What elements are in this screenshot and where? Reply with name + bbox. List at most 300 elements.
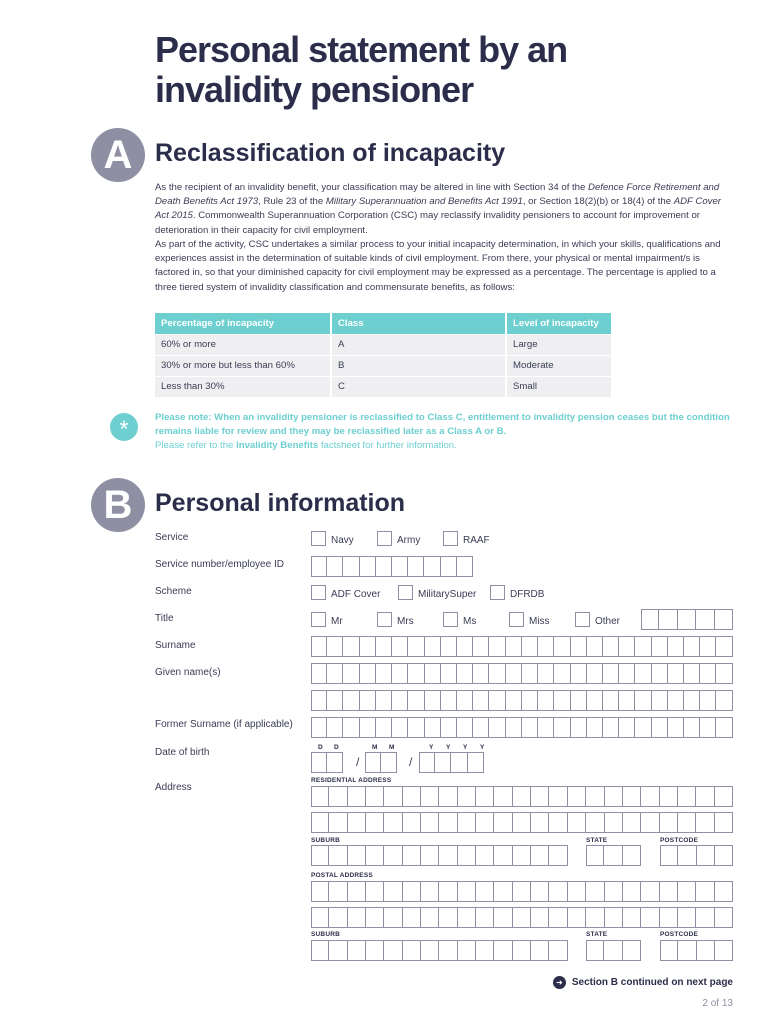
character-box[interactable] xyxy=(715,845,733,866)
title-other-input[interactable] xyxy=(641,609,733,630)
character-box[interactable] xyxy=(678,812,696,833)
character-box[interactable] xyxy=(549,786,567,807)
character-box[interactable] xyxy=(458,881,476,902)
character-box[interactable] xyxy=(603,690,619,711)
character-box[interactable] xyxy=(476,786,494,807)
character-box[interactable] xyxy=(329,786,347,807)
character-box[interactable] xyxy=(678,881,696,902)
character-box[interactable] xyxy=(652,717,668,738)
character-box[interactable] xyxy=(441,717,457,738)
character-box[interactable] xyxy=(641,609,659,630)
postal-address-input-1[interactable] xyxy=(311,881,733,902)
character-box[interactable] xyxy=(623,812,641,833)
character-box[interactable] xyxy=(311,663,327,684)
character-box[interactable] xyxy=(660,812,678,833)
character-box[interactable] xyxy=(700,663,716,684)
title-checkbox-1[interactable] xyxy=(377,612,392,627)
character-box[interactable] xyxy=(697,940,715,961)
postal-suburb-input[interactable] xyxy=(311,940,568,961)
character-box[interactable] xyxy=(716,717,732,738)
character-box[interactable] xyxy=(408,556,424,577)
character-box[interactable] xyxy=(476,940,494,961)
scheme-checkbox-2[interactable] xyxy=(490,585,505,600)
character-box[interactable] xyxy=(603,717,619,738)
character-box[interactable] xyxy=(586,786,604,807)
character-box[interactable] xyxy=(360,690,376,711)
character-box[interactable] xyxy=(660,881,678,902)
character-box[interactable] xyxy=(421,812,439,833)
character-box[interactable] xyxy=(587,690,603,711)
character-box[interactable] xyxy=(513,812,531,833)
character-box[interactable] xyxy=(457,663,473,684)
character-box[interactable] xyxy=(435,752,451,773)
postal-address-input-2[interactable] xyxy=(311,907,733,928)
residential-state-input[interactable] xyxy=(586,845,641,866)
given-names-input-1[interactable] xyxy=(311,663,733,684)
table-row xyxy=(155,334,612,355)
address-label: Address xyxy=(155,782,192,793)
character-box[interactable] xyxy=(473,636,489,657)
character-box[interactable] xyxy=(571,636,587,657)
character-box[interactable] xyxy=(494,881,512,902)
character-box[interactable] xyxy=(678,786,696,807)
character-box[interactable] xyxy=(513,845,531,866)
character-box[interactable] xyxy=(311,690,327,711)
character-box[interactable] xyxy=(635,663,651,684)
character-box[interactable] xyxy=(605,812,623,833)
character-box[interactable] xyxy=(494,940,512,961)
character-box[interactable] xyxy=(700,717,716,738)
character-box[interactable] xyxy=(441,690,457,711)
scheme-checkbox-1[interactable] xyxy=(398,585,413,600)
character-box[interactable] xyxy=(458,845,476,866)
character-box[interactable] xyxy=(635,717,651,738)
service-number-input[interactable] xyxy=(311,556,473,577)
character-box[interactable] xyxy=(494,786,512,807)
service-checkbox-0[interactable] xyxy=(311,531,326,546)
character-box[interactable] xyxy=(425,717,441,738)
character-box[interactable] xyxy=(603,663,619,684)
character-box[interactable] xyxy=(366,812,384,833)
character-box[interactable] xyxy=(522,663,538,684)
character-box[interactable] xyxy=(476,881,494,902)
character-box[interactable] xyxy=(531,786,549,807)
character-box[interactable] xyxy=(538,717,554,738)
character-box[interactable] xyxy=(494,907,512,928)
character-box[interactable] xyxy=(697,845,715,866)
character-box[interactable] xyxy=(473,717,489,738)
character-box[interactable] xyxy=(327,663,343,684)
character-box[interactable] xyxy=(376,636,392,657)
character-box[interactable] xyxy=(715,940,733,961)
given-names-label: Given name(s) xyxy=(155,667,221,678)
character-box[interactable] xyxy=(531,845,549,866)
character-box[interactable] xyxy=(458,940,476,961)
character-box[interactable] xyxy=(696,907,714,928)
character-box[interactable] xyxy=(348,907,366,928)
character-box[interactable] xyxy=(678,907,696,928)
character-box[interactable] xyxy=(668,636,684,657)
character-box[interactable] xyxy=(366,845,384,866)
character-box[interactable] xyxy=(554,717,570,738)
title-checkbox-4[interactable] xyxy=(575,612,590,627)
character-box[interactable] xyxy=(343,690,359,711)
character-box[interactable] xyxy=(458,812,476,833)
character-box[interactable] xyxy=(424,556,440,577)
character-box[interactable] xyxy=(716,690,732,711)
character-box[interactable] xyxy=(571,717,587,738)
character-box[interactable] xyxy=(343,636,359,657)
character-box[interactable] xyxy=(311,940,329,961)
character-box[interactable] xyxy=(425,690,441,711)
table-row xyxy=(155,376,612,397)
character-box[interactable] xyxy=(360,663,376,684)
character-box[interactable] xyxy=(366,940,384,961)
character-box[interactable] xyxy=(329,940,347,961)
character-box[interactable] xyxy=(421,907,439,928)
character-box[interactable] xyxy=(696,881,714,902)
character-box[interactable] xyxy=(716,636,732,657)
dob-month-input[interactable] xyxy=(365,752,397,773)
character-box[interactable] xyxy=(506,663,522,684)
character-box[interactable] xyxy=(366,786,384,807)
character-box[interactable] xyxy=(696,609,714,630)
character-box[interactable] xyxy=(522,636,538,657)
character-box[interactable] xyxy=(441,663,457,684)
character-box[interactable] xyxy=(549,845,567,866)
character-box[interactable] xyxy=(678,845,696,866)
invalidity-benefits-link[interactable]: Invalidity Benefits xyxy=(236,440,319,452)
character-box[interactable] xyxy=(623,940,641,961)
character-box[interactable] xyxy=(403,881,421,902)
character-box[interactable] xyxy=(660,786,678,807)
character-box[interactable] xyxy=(476,812,494,833)
character-box[interactable] xyxy=(311,907,329,928)
character-box[interactable] xyxy=(715,881,733,902)
character-box[interactable] xyxy=(457,556,473,577)
character-box[interactable] xyxy=(311,717,327,738)
character-box[interactable] xyxy=(660,907,678,928)
character-box[interactable] xyxy=(311,556,327,577)
character-box[interactable] xyxy=(568,907,586,928)
character-box[interactable] xyxy=(641,881,659,902)
character-box[interactable] xyxy=(684,636,700,657)
character-box[interactable] xyxy=(384,940,402,961)
character-box[interactable] xyxy=(421,940,439,961)
character-box[interactable] xyxy=(489,717,505,738)
character-box[interactable] xyxy=(408,636,424,657)
character-box[interactable] xyxy=(392,690,408,711)
character-box[interactable] xyxy=(441,636,457,657)
character-box[interactable] xyxy=(494,845,512,866)
character-box[interactable] xyxy=(408,663,424,684)
character-box[interactable] xyxy=(554,663,570,684)
surname-input[interactable] xyxy=(311,636,733,657)
character-box[interactable] xyxy=(571,690,587,711)
character-box[interactable] xyxy=(513,940,531,961)
character-box[interactable] xyxy=(360,556,376,577)
character-box[interactable] xyxy=(619,636,635,657)
character-box[interactable] xyxy=(678,940,696,961)
character-box[interactable] xyxy=(403,907,421,928)
character-box[interactable] xyxy=(392,556,408,577)
character-box[interactable] xyxy=(522,690,538,711)
character-box[interactable] xyxy=(327,690,343,711)
character-box[interactable] xyxy=(473,690,489,711)
character-box[interactable] xyxy=(659,609,677,630)
character-box[interactable] xyxy=(439,881,457,902)
character-box[interactable] xyxy=(381,752,397,773)
character-box[interactable] xyxy=(419,752,435,773)
character-box[interactable] xyxy=(652,663,668,684)
character-box[interactable] xyxy=(652,690,668,711)
character-box[interactable] xyxy=(506,690,522,711)
character-box[interactable] xyxy=(329,845,347,866)
character-box[interactable] xyxy=(476,845,494,866)
character-box[interactable] xyxy=(715,609,733,630)
character-box[interactable] xyxy=(531,907,549,928)
character-box[interactable] xyxy=(329,907,347,928)
character-box[interactable] xyxy=(392,717,408,738)
table-cell: Small xyxy=(506,376,612,397)
character-box[interactable] xyxy=(421,786,439,807)
character-box[interactable] xyxy=(619,717,635,738)
character-box[interactable] xyxy=(403,786,421,807)
character-box[interactable] xyxy=(348,845,366,866)
former-surname-input[interactable] xyxy=(311,717,733,738)
scheme-option-label: ADF Cover xyxy=(331,589,381,600)
character-box[interactable] xyxy=(549,881,567,902)
character-box[interactable] xyxy=(425,663,441,684)
character-box[interactable] xyxy=(522,717,538,738)
character-box[interactable] xyxy=(619,663,635,684)
character-box[interactable] xyxy=(586,940,604,961)
residential-suburb-input[interactable] xyxy=(311,845,568,866)
character-box[interactable] xyxy=(538,690,554,711)
character-box[interactable] xyxy=(392,663,408,684)
character-box[interactable] xyxy=(494,812,512,833)
character-box[interactable] xyxy=(327,636,343,657)
character-box[interactable] xyxy=(425,636,441,657)
character-box[interactable] xyxy=(329,812,347,833)
character-box[interactable] xyxy=(408,690,424,711)
character-box[interactable] xyxy=(604,845,622,866)
character-box[interactable] xyxy=(513,907,531,928)
character-box[interactable] xyxy=(684,663,700,684)
character-box[interactable] xyxy=(343,717,359,738)
character-box[interactable] xyxy=(715,786,733,807)
scheme-checkbox-0[interactable] xyxy=(311,585,326,600)
character-box[interactable] xyxy=(468,752,484,773)
character-box[interactable] xyxy=(392,636,408,657)
character-box[interactable] xyxy=(457,717,473,738)
character-box[interactable] xyxy=(700,636,716,657)
character-box[interactable] xyxy=(623,881,641,902)
character-box[interactable] xyxy=(605,786,623,807)
character-box[interactable] xyxy=(365,752,381,773)
character-box[interactable] xyxy=(408,717,424,738)
character-box[interactable] xyxy=(660,845,678,866)
dob-day-input[interactable] xyxy=(311,752,343,773)
character-box[interactable] xyxy=(327,717,343,738)
given-names-input-2[interactable] xyxy=(311,690,733,711)
character-box[interactable] xyxy=(366,907,384,928)
character-box[interactable] xyxy=(700,690,716,711)
character-box[interactable] xyxy=(473,663,489,684)
character-box[interactable] xyxy=(439,940,457,961)
character-box[interactable] xyxy=(311,812,329,833)
character-box[interactable] xyxy=(641,812,659,833)
character-box[interactable] xyxy=(668,663,684,684)
character-box[interactable] xyxy=(531,940,549,961)
character-box[interactable] xyxy=(311,786,329,807)
character-box[interactable] xyxy=(311,881,329,902)
character-box[interactable] xyxy=(668,717,684,738)
character-box[interactable] xyxy=(586,881,604,902)
character-box[interactable] xyxy=(568,812,586,833)
character-box[interactable] xyxy=(348,881,366,902)
dob-year-input[interactable] xyxy=(419,752,484,773)
title-checkbox-3[interactable] xyxy=(509,612,524,627)
character-box[interactable] xyxy=(587,636,603,657)
character-box[interactable] xyxy=(457,636,473,657)
character-box[interactable] xyxy=(623,845,641,866)
character-box[interactable] xyxy=(403,845,421,866)
character-box[interactable] xyxy=(441,556,457,577)
character-box[interactable] xyxy=(384,881,402,902)
character-box[interactable] xyxy=(348,812,366,833)
character-box[interactable] xyxy=(605,907,623,928)
character-box[interactable] xyxy=(384,845,402,866)
character-box[interactable] xyxy=(311,845,329,866)
character-box[interactable] xyxy=(458,907,476,928)
character-box[interactable] xyxy=(360,636,376,657)
character-box[interactable] xyxy=(311,752,327,773)
residential-address-input-1[interactable] xyxy=(311,786,733,807)
character-box[interactable] xyxy=(329,881,347,902)
character-box[interactable] xyxy=(348,786,366,807)
character-box[interactable] xyxy=(538,636,554,657)
character-box[interactable] xyxy=(458,786,476,807)
character-box[interactable] xyxy=(451,752,467,773)
character-box[interactable] xyxy=(421,881,439,902)
character-box[interactable] xyxy=(506,636,522,657)
character-box[interactable] xyxy=(513,786,531,807)
postal-postcode-input[interactable] xyxy=(660,940,733,961)
character-box[interactable] xyxy=(571,663,587,684)
character-box[interactable] xyxy=(327,752,343,773)
character-box[interactable] xyxy=(549,812,567,833)
character-box[interactable] xyxy=(549,940,567,961)
title-checkbox-2[interactable] xyxy=(443,612,458,627)
character-box[interactable] xyxy=(384,812,402,833)
character-box[interactable] xyxy=(343,663,359,684)
character-box[interactable] xyxy=(568,786,586,807)
character-box[interactable] xyxy=(715,812,733,833)
character-box[interactable] xyxy=(554,690,570,711)
character-box[interactable] xyxy=(586,907,604,928)
service-checkbox-1[interactable] xyxy=(377,531,392,546)
character-box[interactable] xyxy=(343,556,359,577)
character-box[interactable] xyxy=(716,663,732,684)
character-box[interactable] xyxy=(605,881,623,902)
character-box[interactable] xyxy=(506,717,522,738)
character-box[interactable] xyxy=(623,786,641,807)
service-checkbox-2[interactable] xyxy=(443,531,458,546)
character-box[interactable] xyxy=(311,636,327,657)
postal-state-input[interactable] xyxy=(586,940,641,961)
character-box[interactable] xyxy=(668,690,684,711)
character-box[interactable] xyxy=(439,845,457,866)
character-box[interactable] xyxy=(513,881,531,902)
character-box[interactable] xyxy=(696,786,714,807)
character-box[interactable] xyxy=(660,940,678,961)
character-box[interactable] xyxy=(587,663,603,684)
character-box[interactable] xyxy=(603,636,619,657)
character-box[interactable] xyxy=(635,636,651,657)
character-box[interactable] xyxy=(538,663,554,684)
character-box[interactable] xyxy=(684,690,700,711)
character-box[interactable] xyxy=(439,786,457,807)
character-box[interactable] xyxy=(476,907,494,928)
character-box[interactable] xyxy=(696,812,714,833)
character-box[interactable] xyxy=(635,690,651,711)
character-box[interactable] xyxy=(489,663,505,684)
character-box[interactable] xyxy=(360,717,376,738)
character-box[interactable] xyxy=(489,690,505,711)
character-box[interactable] xyxy=(678,609,696,630)
character-box[interactable] xyxy=(403,940,421,961)
character-box[interactable] xyxy=(376,556,392,577)
character-box[interactable] xyxy=(568,881,586,902)
character-box[interactable] xyxy=(384,786,402,807)
character-box[interactable] xyxy=(641,907,659,928)
character-box[interactable] xyxy=(549,907,567,928)
character-box[interactable] xyxy=(554,636,570,657)
character-box[interactable] xyxy=(421,845,439,866)
character-box[interactable] xyxy=(457,690,473,711)
character-box[interactable] xyxy=(604,940,622,961)
character-box[interactable] xyxy=(366,881,384,902)
character-box[interactable] xyxy=(376,717,392,738)
service-option-label: Army xyxy=(397,535,421,546)
character-box[interactable] xyxy=(586,845,604,866)
character-box[interactable] xyxy=(376,690,392,711)
character-box[interactable] xyxy=(652,636,668,657)
character-box[interactable] xyxy=(715,907,733,928)
character-box[interactable] xyxy=(439,907,457,928)
residential-address-input-2[interactable] xyxy=(311,812,733,833)
character-box[interactable] xyxy=(376,663,392,684)
character-box[interactable] xyxy=(489,636,505,657)
character-box[interactable] xyxy=(586,812,604,833)
character-box[interactable] xyxy=(623,907,641,928)
character-box[interactable] xyxy=(531,881,549,902)
character-box[interactable] xyxy=(403,812,421,833)
title-option-label: Mrs xyxy=(397,616,414,627)
character-box[interactable] xyxy=(439,812,457,833)
character-box[interactable] xyxy=(641,786,659,807)
residential-postcode-input[interactable] xyxy=(660,845,733,866)
character-box[interactable] xyxy=(384,907,402,928)
character-box[interactable] xyxy=(327,556,343,577)
character-box[interactable] xyxy=(587,717,603,738)
character-box[interactable] xyxy=(348,940,366,961)
title-checkbox-0[interactable] xyxy=(311,612,326,627)
character-box[interactable] xyxy=(684,717,700,738)
character-box[interactable] xyxy=(619,690,635,711)
character-box[interactable] xyxy=(531,812,549,833)
